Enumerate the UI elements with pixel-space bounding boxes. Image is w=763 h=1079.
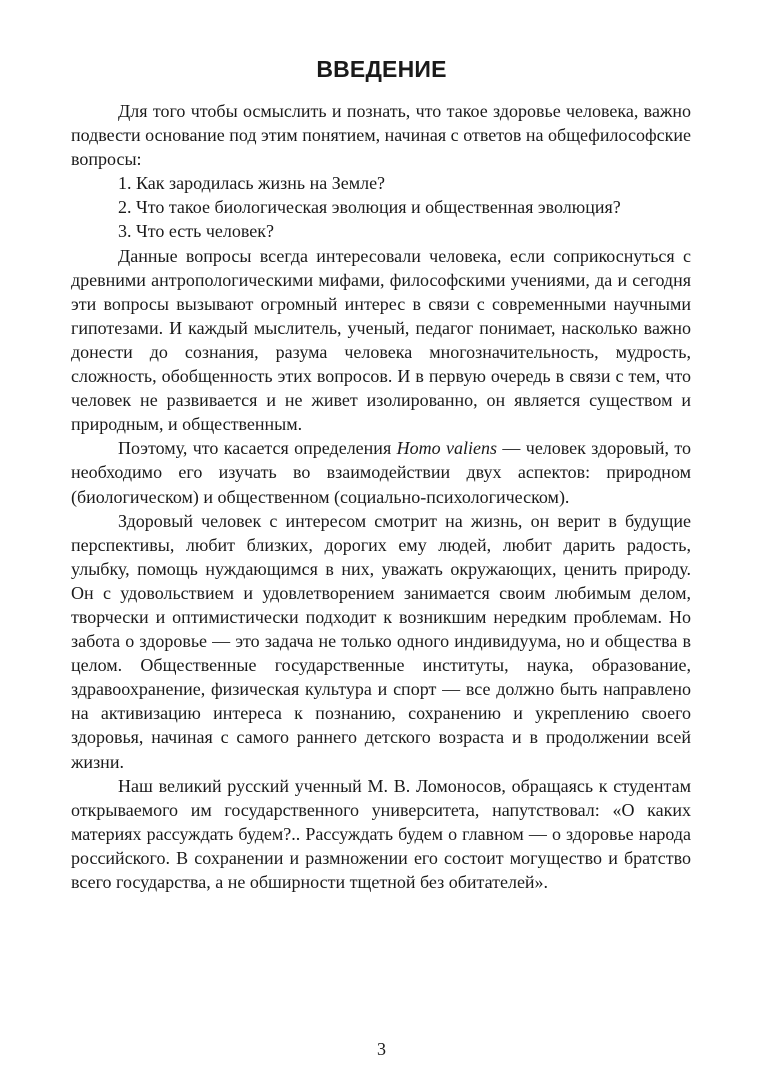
paragraph-questions-interest: Данные вопросы всегда интересовали человека, если соприкоснуться с древними антропологическими мифами, философскими учениями, да и сегодня эти вопросы вызывают огромный интерес в связи с современными научными гипотезами. И каждый мыслитель, ученый, педагог понимает, насколько важно донести до сознания, разума человека многозначительность, мудрость, сложность, обобщенность этих вопросов. И в первую очередь в связи с тем, что человек не развивается и не живет изолированно, он является существом и природным, и общественным. xyxy=(71,245,691,435)
page-number: 3 xyxy=(377,1039,386,1059)
list-item-question-2: 2. Что такое биологическая эволюция и общественная эволюция? xyxy=(118,197,621,218)
paragraph-healthy-person: Здоровый человек с интересом смотрит на жизнь, он верит в будущие перспективы, любит близких, дорогих ему людей, любит дарить радость, улыбку, помощь нуждающимся в них, уважать окружающих, ценить природу. Он с удовольствием и удовлетворением занимается своим любимым делом, творчески и оптимистически подходит к возникшим нередким проблемам. Но забота о здоровье — это задача не только одного индивидуума, но и общества в целом. Общественные государственные институты, наука, образование, здравоохранение, физическая культура и спорт — все должно быть направлено на активизацию интереса к познанию, сохранению и укреплению своего здоровья, начиная с самого раннего детского возраста и в продолжении всей жизни. xyxy=(71,510,691,772)
homo-valiens-tail-text: — человек здоровый, то необходимо его изучать во взаимодействии двух аспектов: природном (биологическом) и общественном (социально-психологическом). xyxy=(71,438,691,507)
paragraph-lomonosov-quote: Наш великий русский ученный М. В. Ломоносов, обращаясь к студентам открываемого им государственного университета, напутствовал: «О каких материях рассуждать будем?.. Рассуждать будем о главном — о здоровье народа российского. В сохранении и размножении его состоит могущество и братство всего государства, а не обширности тщетной без обитателей». xyxy=(71,775,691,892)
homo-valiens-term: Homo valiens xyxy=(396,438,497,459)
homo-valiens-lead-text: Поэтому, что касается определения xyxy=(118,438,397,459)
list-item-question-3: 3. Что есть человек? xyxy=(118,221,274,242)
list-item-question-1: 1. Как зародилась жизнь на Земле? xyxy=(118,173,386,194)
body-text xyxy=(71,99,691,894)
page-title: ВВЕДЕНИЕ xyxy=(316,56,447,82)
paragraph-homo-valiens xyxy=(71,436,691,508)
paragraph-intro: Для того чтобы осмыслить и познать, что такое здоровье человека, важно подвести основание под этим понятием, начиная с ответов на общефилософские вопросы: xyxy=(71,101,691,170)
